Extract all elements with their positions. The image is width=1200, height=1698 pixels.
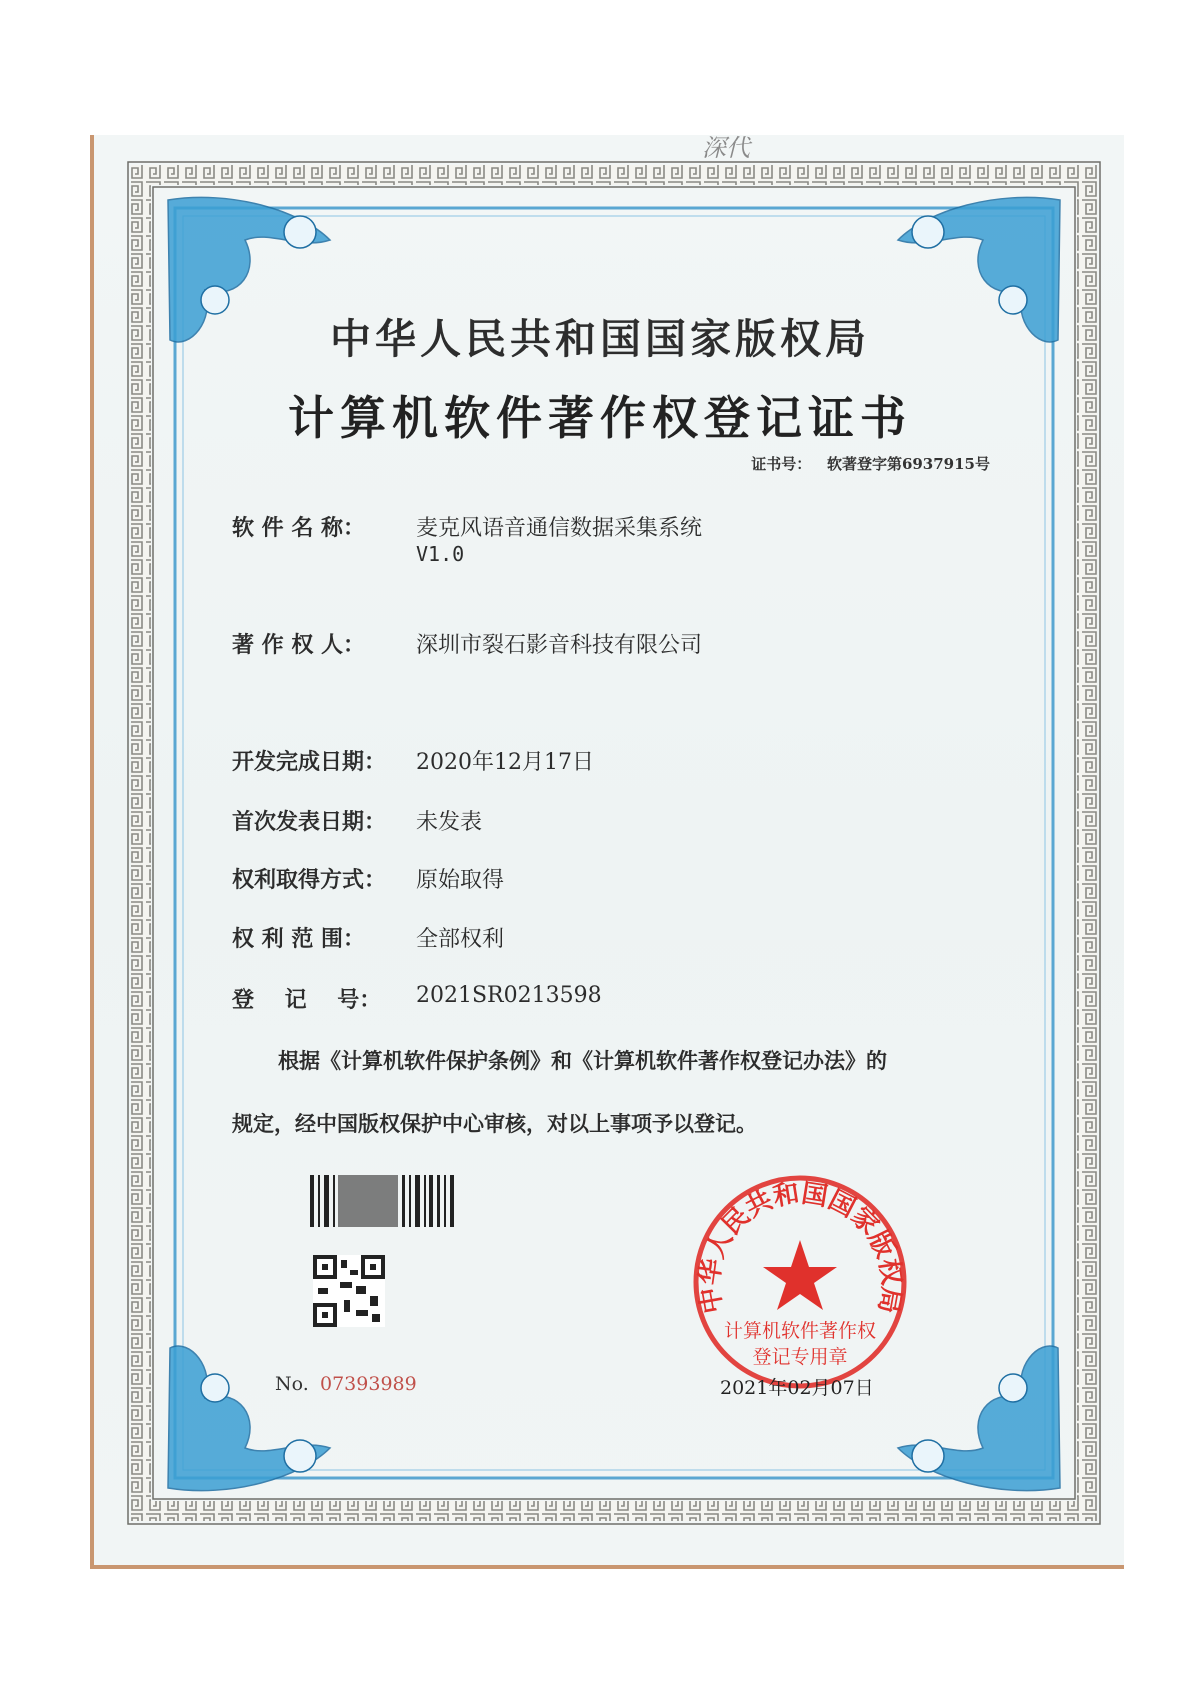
field-label: 登 记 号： xyxy=(232,987,382,1013)
field-label: 首次发表日期： xyxy=(232,809,387,835)
field-value: 全部权利 xyxy=(416,927,505,952)
certificate-number-label: 证书号： xyxy=(751,455,812,473)
field-value: 2021SR0213598 xyxy=(416,983,602,1008)
field-value: 未发表 xyxy=(416,810,483,835)
corner-ornament-bottom-left xyxy=(168,1346,330,1491)
field-rights-scope xyxy=(232,922,504,953)
certificate-title: 计算机软件著作权登记证书 xyxy=(288,391,912,445)
field-label: 开发完成日期： xyxy=(232,749,387,775)
official-seal xyxy=(688,1170,913,1395)
field-first-publication-date xyxy=(232,805,482,836)
certificate-number-value: 软著登字第6937915号 xyxy=(826,455,990,473)
seal-inner-line-2: 登记专用章 xyxy=(752,1346,848,1368)
declaration-line-1: 根据《计算机软件保护条例》和《计算机软件著作权登记办法》的 xyxy=(278,1048,887,1073)
issuing-authority: 中华人民共和国国家版权局 xyxy=(330,315,870,363)
field-completion-date xyxy=(232,745,594,776)
handwritten-note: 深代 xyxy=(702,134,750,162)
field-registration-number xyxy=(232,983,602,1014)
serial-label: No. xyxy=(275,1373,309,1395)
seal-inner-line-1: 计算机软件著作权 xyxy=(723,1320,877,1342)
field-value: 2020年12月17日 xyxy=(416,750,594,775)
issue-date: 2021年02月07日 xyxy=(720,1377,874,1399)
software-version: V1.0 xyxy=(416,542,465,566)
declaration-line-2: 规定，经中国版权保护中心审核，对以上事项予以登记。 xyxy=(232,1111,757,1136)
qr-code-image xyxy=(313,1255,385,1327)
barcode-image xyxy=(310,1175,454,1227)
field-label: 软 件 名 称： xyxy=(232,515,365,541)
seal-star-icon xyxy=(763,1240,837,1310)
field-label: 权 利 范 围： xyxy=(232,926,365,952)
certificate-number xyxy=(751,453,990,474)
field-label: 著 作 权 人： xyxy=(232,632,365,658)
corner-ornament-bottom-right xyxy=(898,1346,1060,1491)
field-acquisition-method xyxy=(232,863,504,894)
software-name: 麦克风语音通信数据采集系统 xyxy=(416,516,703,541)
field-value: 深圳市裂石影音科技有限公司 xyxy=(416,633,703,658)
field-copyright-owner xyxy=(232,628,702,659)
seal-outer-text-path: 中华人民共和国国家版权局 xyxy=(694,1178,907,1316)
field-value: 原始取得 xyxy=(416,868,505,893)
field-label: 权利取得方式： xyxy=(232,867,387,893)
field-value xyxy=(416,511,702,567)
serial-number: 07393989 xyxy=(320,1373,417,1395)
field-software-name xyxy=(232,511,702,567)
